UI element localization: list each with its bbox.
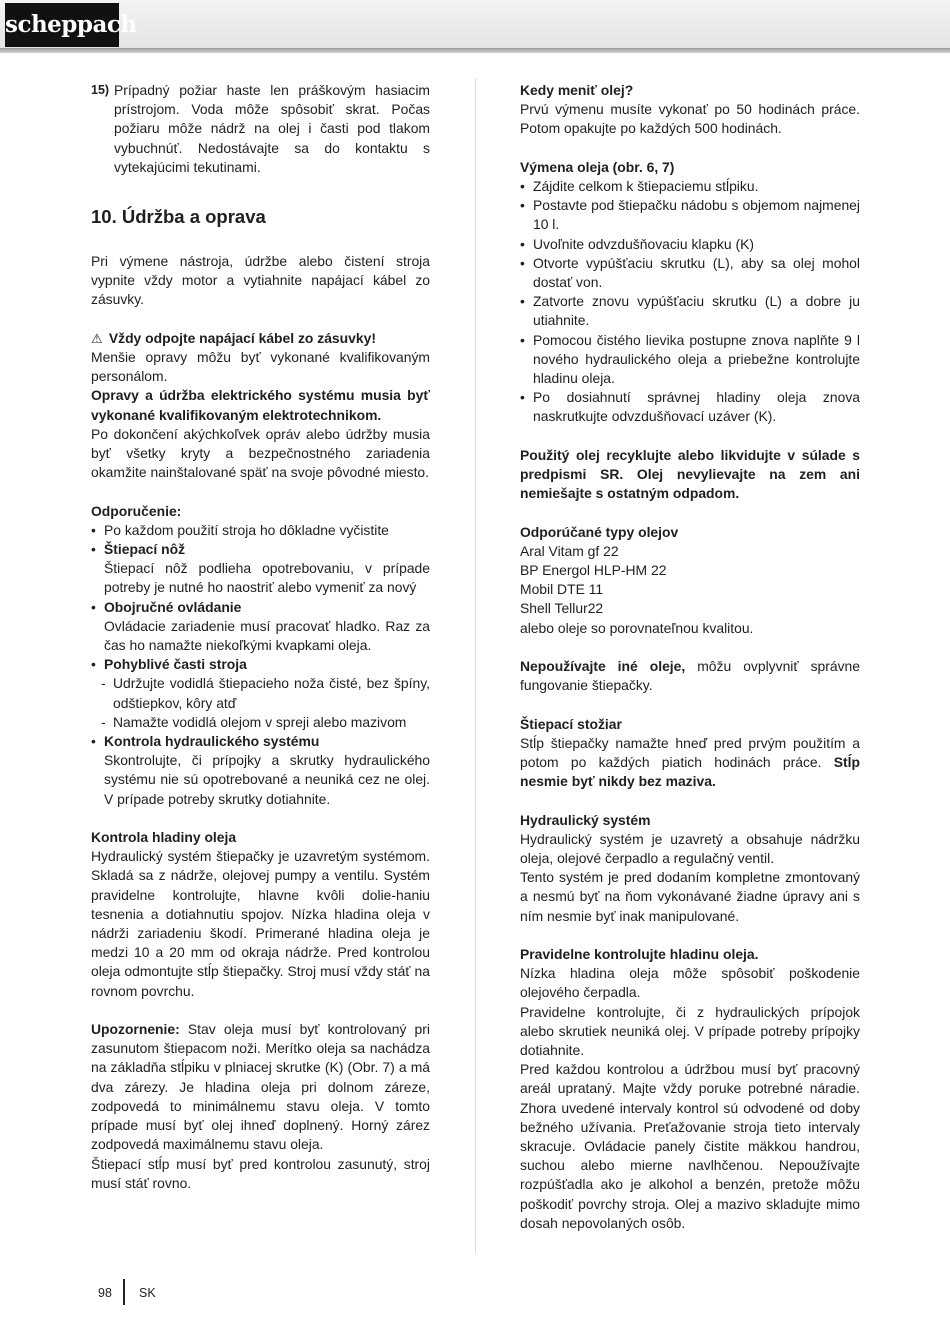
oil-type: Mobil DTE 11 xyxy=(520,581,604,598)
list-item: • Zájdite celkom k štiepaciemu stĺpiku. xyxy=(520,177,860,196)
list-item xyxy=(91,732,430,809)
oil-type: Shell Tellur22 xyxy=(520,600,604,617)
column-title: Štiepací stožiar xyxy=(520,715,622,732)
header-bar xyxy=(0,0,950,50)
oil-change-title: Výmena oleja (obr. 6, 7) xyxy=(520,158,675,175)
notice-label: Upozornenie: xyxy=(91,1021,180,1038)
brand-logo-text: scheppach xyxy=(5,11,137,38)
left-column xyxy=(91,81,430,1193)
recommendation-list-cont xyxy=(91,732,430,809)
oil-types-title: Odporúčané typy olejov xyxy=(520,523,679,540)
warning-triangle-icon: ⚠ xyxy=(91,330,103,346)
notice-text: Stav oleja musí byť kontrolovaný pri zasunutom štiepacom noži. Merítko oleja sa nachádza na základňa stĺpiku v plniacej skrutke (K) (Obr. 7) a má dva zárezy. Je hladina oleja pri dolnom záreze, zodpovedá to minimálnemu stavu oleja. V tomto prípade musí byť olej ihneď doplnený. Horný zárez zodpovedá maximálnemu stavu oleja. xyxy=(91,1021,430,1153)
page-number: 98 xyxy=(98,1286,112,1300)
list-item-title: • Pohyblivé časti stroja xyxy=(104,656,247,673)
list-item xyxy=(91,598,430,656)
column-text: Stĺp štiepačky namažte hneď pred prvým použitím a potom po každých piatich hodinách práce. Stĺp nesmie byť nikdy bez maziva. xyxy=(520,734,860,790)
column-divider xyxy=(475,78,476,1253)
item-text: Prípadný požiar haste len práškovým hasiacim prístrojom. Voda môže spôsobiť skrat. Počas požiaru môže nádrž na olej i časti pod tlakom vybuchnúť. Nedostávajte sa do kontaktu s vytekajúcimi tekutinami. xyxy=(114,82,430,175)
warning-text: Menšie opravy môžu byť vykonané kvalifikovaným personálom. xyxy=(91,349,430,385)
warning-bold-text: Opravy a údržba elektrického systému musia byť vykonané kvalifikovaným elektrotechnikom. xyxy=(91,387,430,423)
list-item: • Po každom použití stroja ho dôkladne vyčistite xyxy=(91,521,430,540)
language-code: SK xyxy=(139,1286,156,1300)
dash-item: - Namažte vodidlá olejom v spreji alebo mazivom xyxy=(101,713,407,730)
regular-check-title: Pravidelne kontrolujte hladinu oleja. xyxy=(520,946,759,963)
oil-type: BP Energol HLP-HM 22 xyxy=(520,562,667,579)
hydraulic-text: Tento systém je pred dodaním kompletne zmontovaný a nesmú byť na ňom vykonávané žiadne úpravy ani s ním nesmie byť inak manipulované. xyxy=(520,869,860,924)
brand-logo xyxy=(5,3,137,47)
item-number: 15) xyxy=(91,83,110,97)
warning-title: Vždy odpojte napájací kábel zo zásuvky! xyxy=(108,329,376,346)
oil-change-steps xyxy=(520,177,860,427)
when-text: Prvú výmenu musíte vykonať po 50 hodinách práce. Potom opakujte po každých 500 hodinách. xyxy=(520,101,860,137)
list-item: • Uvoľnite odvzdušňovaciu klapku (K) xyxy=(520,235,860,254)
regular-check-text: Pred každou kontrolou a údržbou musí byť pracovný areál uprataný. Majte vždy poruke potrebné náradie. Zhora uvedené intervaly kontrol sú odvodené od doby bežného užívania. Preťažovanie stroja tieto intervaly skracuje. Ovládacie panely čistite mäkkou handrou, suchou alebo mierne navlhčenou. Nepoužívajte rozpúšťadla ako je alkohol a benzén, pretože môžu poškodiť povrchy stroja. Olej a mazivo skladujte mimo dosah nepovolaných osôb. xyxy=(520,1061,860,1231)
footer-divider xyxy=(123,1279,125,1305)
list-item: • Otvorte vypúšťaciu skrutku (L), aby sa olej mohol dostať von. xyxy=(520,254,860,292)
regular-check-text: Nízka hladina oleja môže spôsobiť poškodenie olejového čerpadla. xyxy=(520,965,860,1001)
oil-type: alebo oleje so porovnateľnou kvalitou. xyxy=(520,619,754,636)
recycle-notice: Použitý olej recyklujte alebo likvidujte v súlade s predpismi SR. Olej nevylievajte na zem ani nemiešajte s ostatným odpadom. xyxy=(520,446,860,502)
notice-paragraph xyxy=(91,1020,430,1154)
header-divider xyxy=(0,48,950,53)
dash-item: - Udržujte vodidlá štiepacieho noža čisté, bez špíny, odštiepkov, kôry atď xyxy=(101,675,430,711)
hydraulic-title: Hydraulický systém xyxy=(520,811,651,828)
list-item: • Postavte pod štiepačku nádobu s objemom najmenej 10 l. xyxy=(520,196,860,234)
right-column xyxy=(520,81,860,1233)
warning-after-text: Po dokončení akýchkoľvek opráv alebo údržby musia byť všetky kryty a bezpečnostného zariadenia okamžite nainštalované späť na svoje pôvodné miesto. xyxy=(91,425,430,481)
no-other-oils: Nepoužívajte iné oleje, môžu ovplyvniť správne fungovanie štiepačky. xyxy=(520,658,860,694)
oil-check-text: Hydraulický systém štiepačky je uzavretým systémom. Skladá sa z nádrže, olejovej pumpy a ventilu. Systém pravidelne kontrolujte, hlavne kvôli dolie-haniu tesnenia a dotiahnutiu spojov. Nízka hladina oleja v nádrži zariadeniu škodí. Primerané hladina oleja je medzi 10 a 20 mm od okraja nádrže. Pred kontrolou oleja odmontujte stĺp štiepačky. Stroj musí vždy stáť na rovnom povrchu. xyxy=(91,848,430,999)
list-item-title: • Štiepací nôž xyxy=(104,541,186,558)
hydraulic-text: Hydraulický systém je uzavretý a obsahuje nádržku oleja, olejové čerpadlo a regulačný ventil. xyxy=(520,830,860,867)
notice-after-text: Štiepací stĺp musí byť pred kontrolou zasunutý, stroj musí stáť rovno. xyxy=(91,1155,430,1191)
safety-item-15 xyxy=(91,81,430,177)
list-item-text: Štiepací nôž podlieha opotrebovaniu, v prípade potreby je nutné ho naostriť alebo vymeniť za nový xyxy=(104,560,430,596)
list-item xyxy=(91,655,430,674)
oil-type: Aral Vitam gf 22 xyxy=(520,542,619,559)
warning-heading xyxy=(91,329,430,348)
oil-check-title: Kontrola hladiny oleja xyxy=(91,829,237,846)
list-item-title: • Kontrola hydraulického systému xyxy=(104,733,320,750)
list-item-text: Ovládacie zariadenie musí pracovať hladko. Raz za čas ho namažte niekoľkými kvapkami oleja. xyxy=(104,617,430,654)
list-item: • Zatvorte znovu vypúšťaciu skrutku (L) a dobre ju utiahnite. xyxy=(520,292,860,330)
list-item-title: • Obojručné ovládanie xyxy=(104,598,242,615)
list-item: • Po dosiahnutí správnej hladiny oleja znova naskrutkujte odvzdušňovací uzáver (K). xyxy=(520,388,860,426)
intro-paragraph: Pri výmene nástroja, údržbe alebo čistení stroja vypnite vždy motor a vytiahnite napájací kábel zo zásuvky. xyxy=(91,253,430,308)
recommendation-title: Odporučenie: xyxy=(91,502,182,519)
list-item-text: Skontrolujte, či prípojky a skrutky hydraulického systému nie sú opotrebované a neuniká cez ne olej. V prípade potreby skrutky dotiahnite. xyxy=(104,752,430,807)
when-title: Kedy meniť olej? xyxy=(520,82,634,98)
list-item xyxy=(91,540,430,598)
regular-check-text: Pravidelne kontrolujte, či z hydraulických prípojok alebo skrutiek neuniká olej. V prípade potreby prípojky dotiahnite. xyxy=(520,1003,860,1059)
section-title: 10. Údržba a oprava xyxy=(91,206,266,228)
recommendation-list xyxy=(91,521,430,675)
list-item: • Pomocou čistého lievika postupne znova naplňte 9 l nového hydraulického oleja a priebežne kontrolujte hladinu oleja. xyxy=(520,331,860,389)
